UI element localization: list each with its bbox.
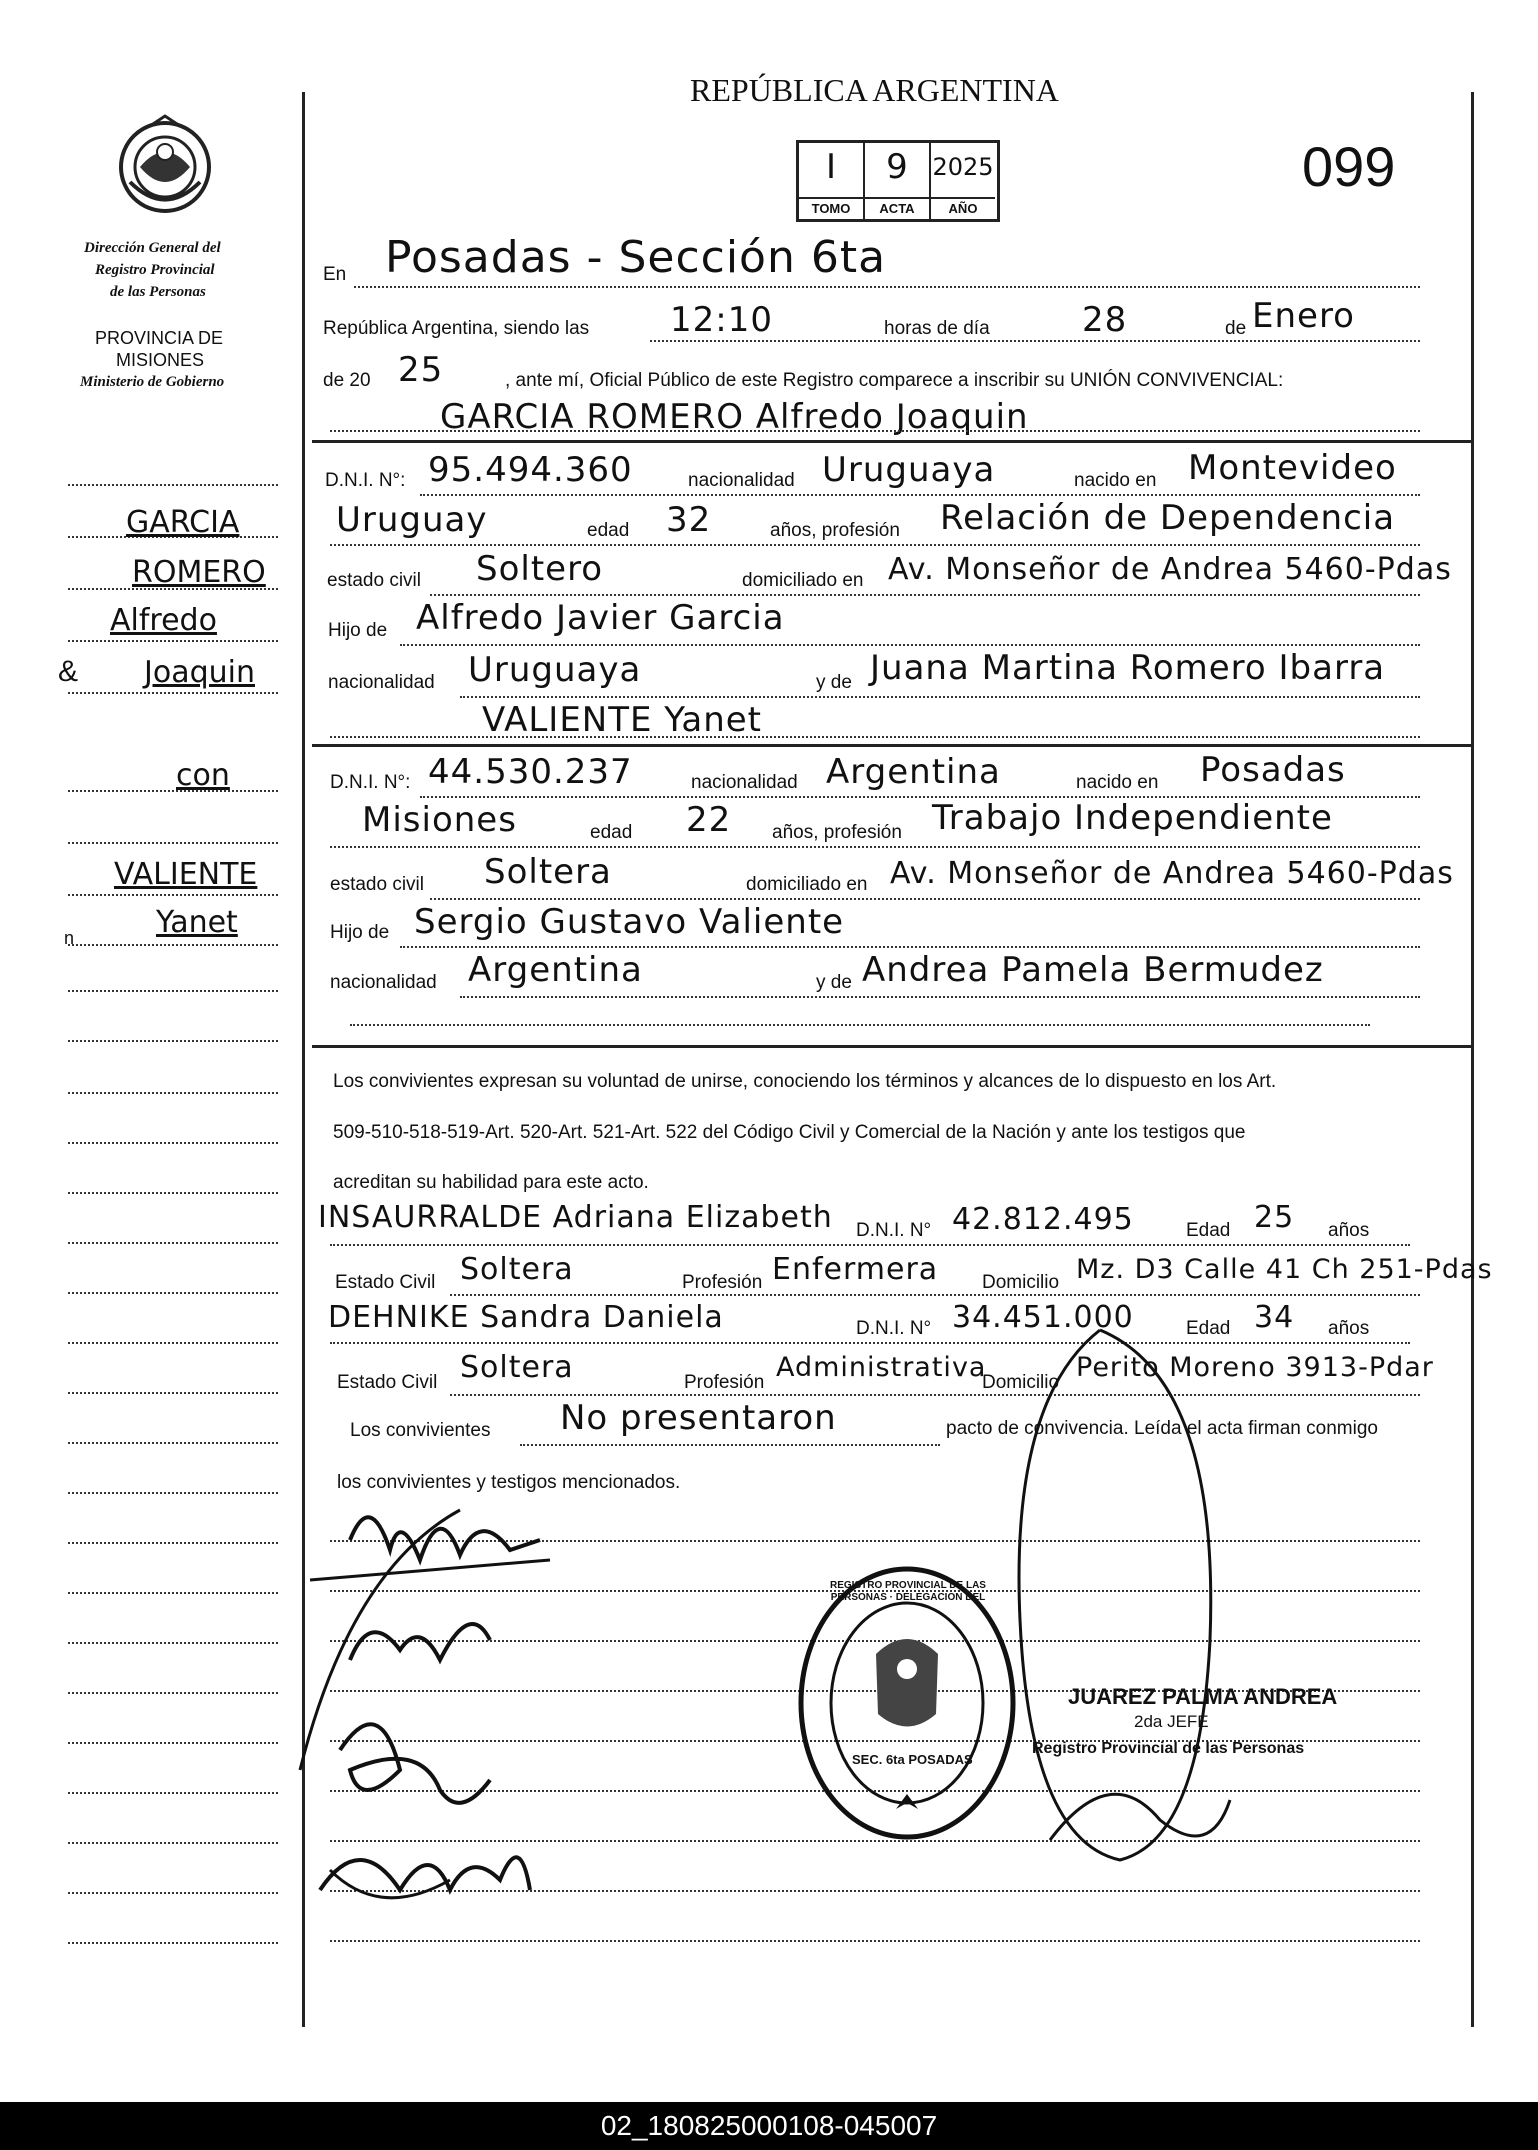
line3-a: de 20 [323, 370, 371, 391]
p1-row4-line [400, 644, 1420, 646]
p2-yde-label: y de [816, 972, 852, 993]
w2-prof-value: Administrativa [776, 1352, 987, 1383]
p2-nacido-value2: Misiones [362, 800, 517, 840]
line2-b: horas de día [884, 318, 990, 339]
provincial-emblem [110, 112, 220, 222]
p1-estado-value: Soltero [476, 549, 604, 589]
p1-estado-label: estado civil [327, 570, 421, 591]
w1-estado-label: Estado Civil [335, 1272, 436, 1293]
p1-yde-label: y de [816, 672, 852, 693]
w2-prof-label: Profesión [684, 1372, 765, 1393]
pacto-value: No presentaron [560, 1398, 837, 1438]
time-value: 12:10 [670, 300, 773, 340]
p2-edad-value: 22 [686, 800, 732, 840]
margin-name-alfredo: Alfredo [110, 603, 217, 638]
w1-dni-value: 42.812.495 [952, 1202, 1134, 1237]
rule-after-person2 [312, 1045, 1474, 1048]
margin-line [68, 1142, 278, 1144]
p2-row6-line [350, 1024, 1370, 1026]
margin-line [68, 1192, 278, 1194]
p2-madre-value: Andrea Pamela Bermudez [862, 950, 1324, 990]
p2-hijo-label: Hijo de [330, 922, 390, 943]
officer-name: JUAREZ PALMA ANDREA [1068, 1684, 1338, 1709]
margin-line [68, 692, 278, 694]
w2-dni-label: D.N.I. N° [856, 1318, 932, 1339]
country-title: REPÚBLICA ARGENTINA [690, 72, 1059, 108]
seal-inner-text: SEC. 6ta POSADAS [852, 1752, 973, 1767]
margin-name-romero: ROMERO [132, 555, 266, 590]
tomo-cell [799, 143, 865, 219]
w1-dom-value: Mz. D3 Calle 41 Ch 251-Pdas [1076, 1254, 1493, 1285]
line2-c: de [1225, 318, 1247, 339]
name2-line [330, 736, 1420, 738]
document-id-footer: 02_180825000108-045007 [0, 2102, 1538, 2150]
w2-dom-label: Domicilio [982, 1372, 1060, 1393]
p2-padre-value: Sergio Gustavo Valiente [414, 902, 845, 942]
w2-row2-line [450, 1394, 1420, 1396]
witness1-name: INSAURRALDE Adriana Elizabeth [318, 1200, 833, 1235]
p1-prof-value: Relación de Dependencia [940, 498, 1396, 538]
acta-cell [865, 143, 931, 219]
margin-line [68, 944, 278, 946]
p1-nac-label: nacionalidad [688, 470, 795, 491]
line2-a: República Argentina, siendo las [323, 318, 590, 339]
year-value: 25 [398, 350, 444, 390]
margin-line [68, 790, 278, 792]
ministry-name: Ministerio de Gobierno [80, 374, 225, 390]
p2-prof-value: Trabajo Independiente [932, 798, 1333, 838]
name1-line [330, 430, 1420, 432]
p1-nacido-value2: Uruguay [336, 500, 488, 540]
margin-line [68, 484, 278, 486]
w1-row2-line [450, 1294, 1420, 1296]
p2-estado-value: Soltera [484, 852, 612, 892]
p1-edad-label: edad [587, 520, 630, 541]
month-value: Enero [1252, 296, 1355, 336]
w1-prof-label: Profesión [682, 1272, 763, 1293]
p2-dni-value: 44.530.237 [428, 752, 633, 792]
officer-role: 2da JEFE [1134, 1712, 1209, 1731]
p1-nac2-label: nacionalidad [328, 672, 435, 693]
acta-caption: ACTA [865, 197, 929, 219]
margin-line [68, 1442, 278, 1444]
margin-line [68, 1892, 278, 1894]
margin-name-garcia: GARCIA [126, 505, 240, 540]
day-value: 28 [1082, 300, 1128, 340]
w2-dni-value: 34.451.000 [952, 1300, 1134, 1335]
closing-a: Los convivientes [350, 1420, 491, 1441]
statement-line-1: Los convivientes expresan su voluntad de unirse, conociendo los términos y alcances de lo dispuesto en los Art. [333, 1071, 1277, 1092]
p2-row5-line [460, 996, 1420, 998]
p1-row1-line [420, 494, 1420, 496]
p1-nac-value: Uruguaya [822, 450, 996, 490]
right-vertical-rule [1471, 92, 1474, 2027]
w2-estado-label: Estado Civil [337, 1372, 438, 1393]
line3-b: , ante mí, Oficial Público de este Registro comparece a inscribir su UNIÓN CONVIVENCIAL: [505, 370, 1284, 391]
p2-nac-label: nacionalidad [691, 772, 798, 793]
en-line [354, 286, 1420, 288]
margin-line [68, 1092, 278, 1094]
p2-nac2-label: nacionalidad [330, 972, 437, 993]
p2-dni-label: D.N.I. N°: [330, 772, 411, 793]
w1-edad-value: 25 [1254, 1200, 1295, 1235]
p1-domic-value: Av. Monseñor de Andrea 5460-Pdas [888, 552, 1452, 587]
w1-dom-label: Domicilio [982, 1272, 1060, 1293]
p1-madre-value: Juana Martina Romero Ibarra [870, 648, 1386, 688]
line2-fill [650, 340, 1420, 342]
closing-b: pacto de convivencia. Leída el acta firman conmigo [946, 1418, 1378, 1439]
rule-after-intro [312, 440, 1474, 443]
statement-line-3: acreditan su habilidad para este acto. [333, 1172, 649, 1193]
p1-domic-label: domiciliado en [742, 570, 864, 591]
margin-line [68, 1792, 278, 1794]
margin-line [68, 842, 278, 844]
p1-padre-value: Alfredo Javier Garcia [416, 598, 785, 638]
w1-row1-line [330, 1244, 1410, 1246]
seal-ring-text: REGISTRO PROVINCIAL DE LAS PERSONAS · DELEGACION DEL [830, 1580, 986, 1603]
w1-dni-label: D.N.I. N° [856, 1220, 932, 1241]
margin-line [68, 1942, 278, 1944]
margin-line [68, 1392, 278, 1394]
margin-line [68, 1842, 278, 1844]
margin-line [68, 1292, 278, 1294]
margin-line [68, 1040, 278, 1042]
w2-estado-value: Soltera [460, 1350, 574, 1385]
p2-estado-label: estado civil [330, 874, 424, 895]
p1-nacido-value: Montevideo [1188, 448, 1397, 488]
margin-line [68, 640, 278, 642]
p1-dni-label: D.N.I. N°: [325, 470, 406, 491]
closing-line [520, 1444, 940, 1446]
margin-line [68, 894, 278, 896]
p2-row4-line [400, 946, 1420, 948]
agency-line-3: de las Personas [110, 284, 206, 300]
margin-line [68, 1542, 278, 1544]
p1-hijo-label: Hijo de [328, 620, 388, 641]
p2-nac2-value: Argentina [468, 950, 643, 990]
p1-row2-line [330, 544, 1420, 546]
w1-prof-value: Enfermera [772, 1252, 939, 1287]
p2-row2-line [330, 846, 1420, 848]
w1-edad-label: Edad [1186, 1220, 1231, 1241]
margin-line [68, 1242, 278, 1244]
margin-mark-n: n [64, 928, 75, 948]
official-seal [796, 1564, 1018, 1842]
margin-line [68, 1692, 278, 1694]
margin-name-valiente: VALIENTE [114, 857, 258, 892]
anio-value: 2025 [932, 153, 994, 181]
margin-line [68, 1642, 278, 1644]
tomo-value: I [825, 147, 837, 187]
w2-dom-value: Perito Moreno 3913-Pdar [1076, 1352, 1434, 1383]
p1-dni-value: 95.494.360 [428, 450, 633, 490]
signature-scribbles [290, 1450, 590, 1950]
en-label: En [323, 264, 347, 285]
w2-row1-line [330, 1342, 1410, 1344]
w2-anios-label: años [1328, 1318, 1370, 1339]
margin-line [68, 1492, 278, 1494]
tomo-acta-anio-box [796, 140, 1000, 222]
province-line-2: MISIONES [116, 350, 205, 370]
w1-anios-label: años [1328, 1220, 1370, 1241]
margin-line [68, 1742, 278, 1744]
margin-line [68, 1342, 278, 1344]
rule-after-person1 [312, 744, 1474, 747]
province-line-1: PROVINCIA DE [95, 328, 224, 348]
p1-nacido-label: nacido en [1074, 470, 1157, 491]
p2-nac-value: Argentina [826, 752, 1001, 792]
margin-mark-ampersand: & [58, 655, 79, 688]
w2-edad-value: 34 [1254, 1300, 1295, 1335]
p2-domic-label: domiciliado en [746, 874, 868, 895]
p1-nac2-value: Uruguaya [468, 650, 642, 690]
margin-name-con: con [176, 758, 230, 793]
p1-prof-label: años, profesión [770, 520, 900, 541]
tomo-caption: TOMO [799, 197, 863, 219]
p2-nacido-label: nacido en [1076, 772, 1159, 793]
w2-edad-label: Edad [1186, 1318, 1231, 1339]
p2-prof-label: años, profesión [772, 822, 902, 843]
p1-row3-line [430, 594, 1420, 596]
person1-full-name: GARCIA ROMERO Alfredo Joaquin [440, 397, 1029, 437]
agency-line-2: Registro Provincial [95, 262, 215, 278]
statement-line-2: 509-510-518-519-Art. 520-Art. 521-Art. 522 del Código Civil y Comercial de la Nación y ante los testigos que [333, 1122, 1246, 1143]
agency-line-1: Dirección General del [84, 240, 221, 256]
closing-c: los convivientes y testigos mencionados. [337, 1472, 681, 1493]
person2-full-name: VALIENTE Yanet [482, 700, 763, 740]
margin-line [68, 1592, 278, 1594]
acta-value: 9 [886, 147, 908, 187]
margin-line [68, 990, 278, 992]
p2-domic-value: Av. Monseñor de Andrea 5460-Pdas [890, 856, 1454, 891]
anio-cell [931, 143, 995, 219]
w1-estado-value: Soltera [460, 1252, 574, 1287]
officer-registry: Registro Provincial de las Personas [1032, 1740, 1305, 1757]
witness2-name: DEHNIKE Sandra Daniela [328, 1300, 724, 1335]
act-number: 099 [1302, 135, 1396, 198]
large-loop-signature [1010, 1320, 1240, 1880]
p2-edad-label: edad [590, 822, 633, 843]
anio-caption: AÑO [931, 197, 995, 219]
p1-row5-line [460, 696, 1420, 698]
en-value: Posadas - Sección 6ta [385, 232, 887, 283]
margin-name-joaquin: Joaquin [144, 655, 255, 690]
margin-name-yanet: Yanet [156, 905, 238, 940]
p2-row3-line [430, 898, 1420, 900]
p1-edad-value: 32 [666, 500, 712, 540]
p2-nacido-value: Posadas [1200, 750, 1346, 790]
